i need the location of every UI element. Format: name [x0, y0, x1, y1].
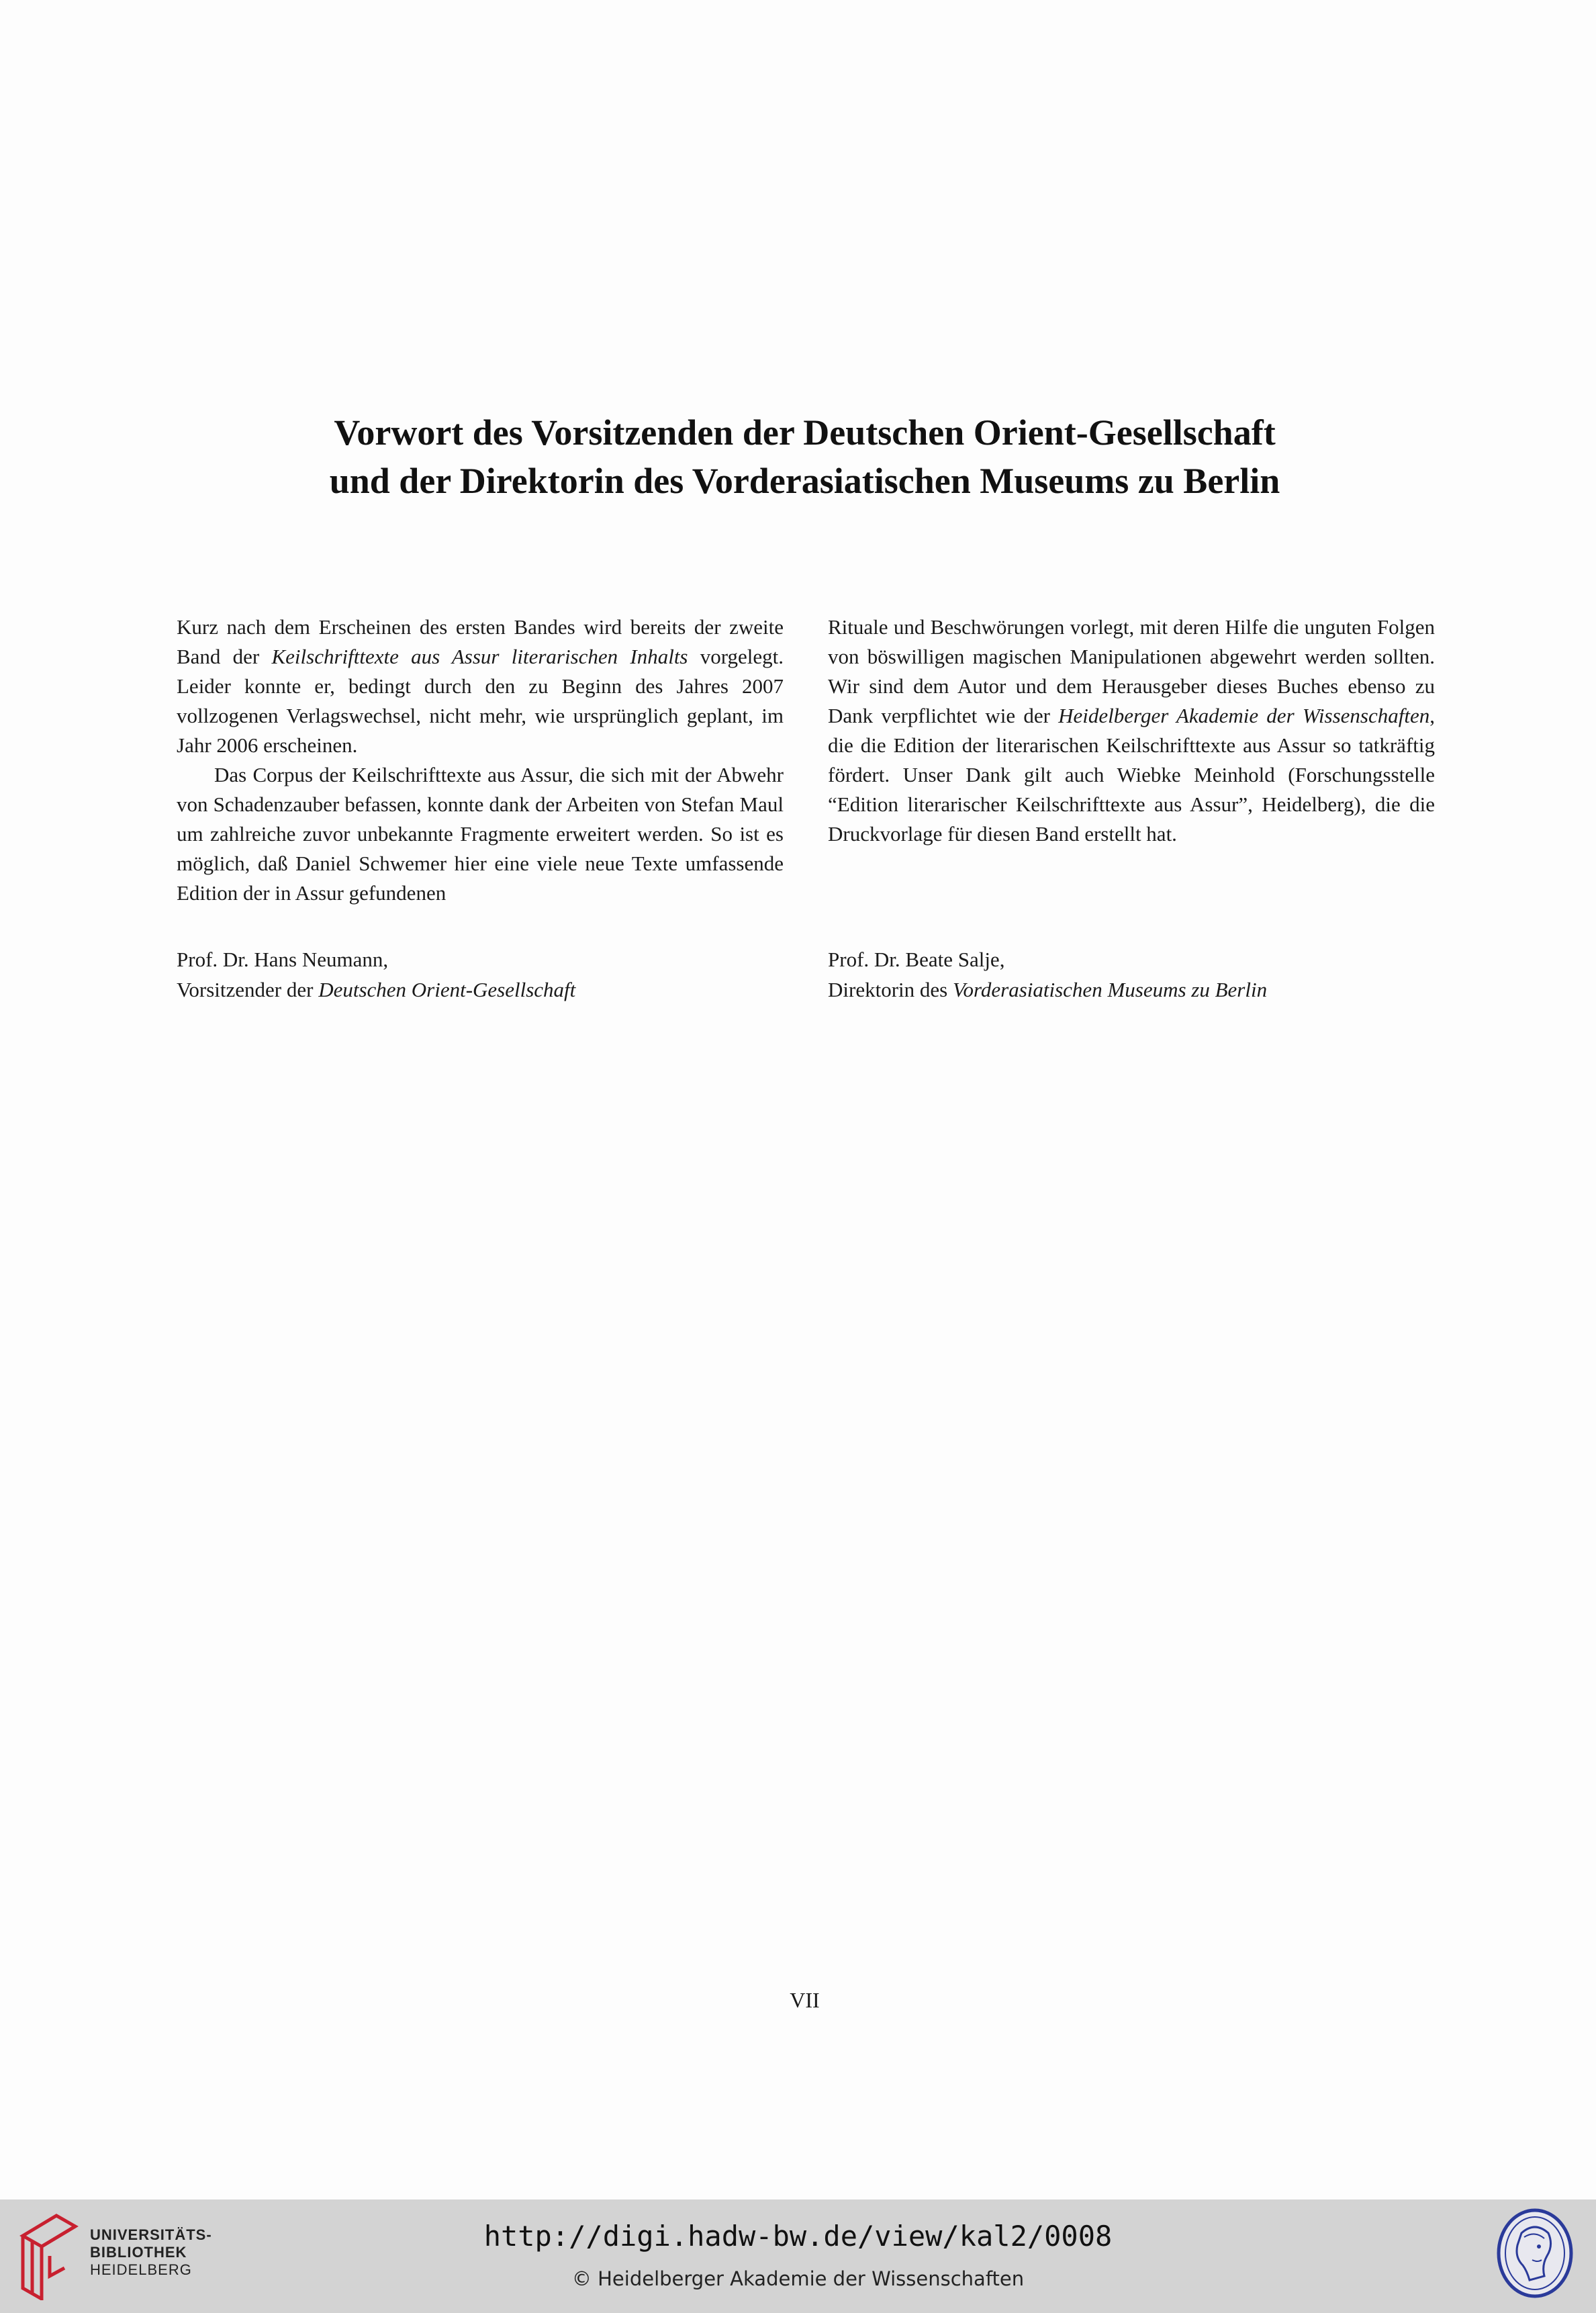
signature-right-organization: Vorderasiatischen Museums zu Berlin: [952, 978, 1268, 1001]
paragraph-1-text-end: vorgelegt. Leider konnte er, bedingt durch den zu Beginn des Jahres 2007 vollzogenen Verlagswechsel, nicht mehr, wie ursprünglich geplant, im Jahr 2006 erscheinen.: [177, 645, 784, 757]
signature-left-role-prefix: Vorsitzender der: [177, 978, 319, 1001]
page-number: VII: [790, 1988, 820, 2012]
signature-right: [828, 944, 1435, 1005]
signature-left-organization: Deutschen Orient-Gesellschaft: [318, 978, 576, 1001]
footer-bar: [0, 2199, 1596, 2313]
text-column-right: [828, 613, 1435, 849]
library-name-line-2: BIBLIOTHEK: [90, 2244, 187, 2261]
academy-seal-icon: [1495, 2206, 1575, 2300]
signature-right-role-prefix: Direktorin des: [828, 978, 953, 1001]
signature-left-role: [177, 974, 784, 1005]
footer-url-link[interactable]: http://digi.hadw-bw.de/view/kal2/0008: [483, 2220, 1113, 2253]
footer-copyright: © Heidelberger Akademie der Wissenschaften: [571, 2267, 1025, 2290]
library-name-line-3: HEIDELBERG: [90, 2261, 192, 2278]
page-title-line-1: Vorwort des Vorsitzenden der Deutschen Orient-Gesellschaft: [334, 412, 1276, 453]
paragraph-1-series-title: Keilschrifttexte aus Assur literarischen Inhalts: [271, 645, 688, 668]
signature-right-name: Prof. Dr. Beate Salje,: [828, 948, 1005, 971]
signature-left: [177, 944, 784, 1005]
paragraph-1-text-start: Kurz nach dem Erscheinen des ersten Bandes wird bereits der zweite Band der: [177, 615, 784, 668]
text-column-left: [177, 613, 784, 908]
page-title-line-2: und der Direktorin des Vorderasiatischen Museums zu Berlin: [329, 461, 1280, 501]
library-name-line-1: UNIVERSITÄTS-: [90, 2226, 212, 2243]
signature-left-name: Prof. Dr. Hans Neumann,: [177, 948, 389, 971]
paragraph-2: Das Corpus der Keilschrifttexte aus Assur, die sich mit der Abwehr von Schadenzauber befassen, konnte dank der Arbeiten von Stefan Maul um zahlreiche zuvor unbekannte Fragmente erweitert werden. So ist es möglich, daß Daniel Schwemer hier eine viele neue Texte umfassende Edition der in Assur gefundenen: [177, 763, 784, 905]
paragraph-3-text-end: , die die Edition der literarischen Keilschrifttexte aus Assur so tatkräftig fördert. Unser Dank gilt auch Wiebke Meinhold (Forschungsstelle “Edition literarischer Keilschrifttexte aus Assur”, Heidelberg), die die Druckvorlage für diesen Band erstellt hat.: [828, 704, 1435, 846]
signature-right-role: [828, 974, 1435, 1005]
paragraph-3: [828, 613, 1435, 849]
paragraph-3-academy-name: Heidelberger Akademie der Wissenschaften: [1058, 704, 1430, 727]
paragraph-3-text-start: Rituale und Beschwörungen vorlegt, mit deren Hilfe die unguten Folgen von böswilligen magischen Manipulationen abgewehrt werden sollten. Wir sind dem Autor und dem Herausgeber dieses Buches ebenso zu Dank verpflichtet wie der: [828, 615, 1435, 727]
paragraph-1: [177, 613, 784, 760]
page-title: [0, 408, 1596, 505]
